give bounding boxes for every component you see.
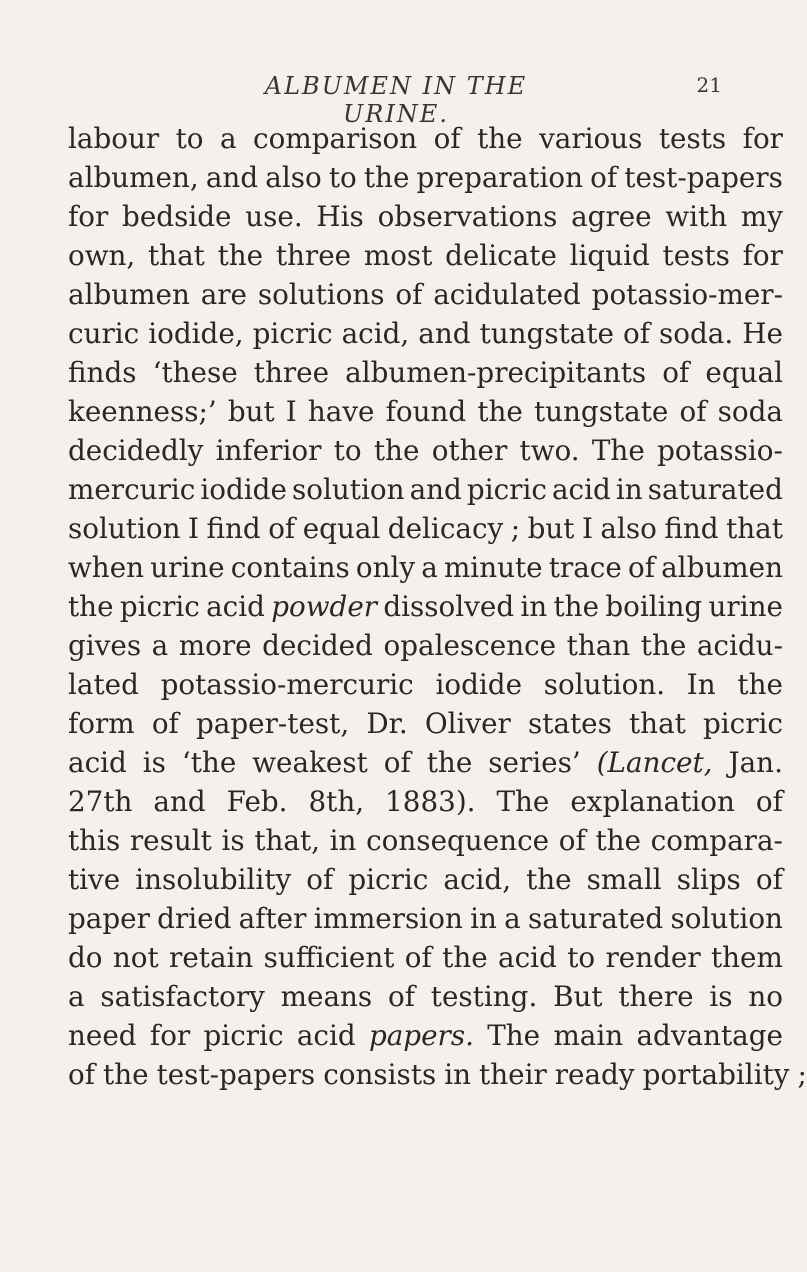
word: for: [742, 122, 783, 155]
word: 1883).: [385, 785, 476, 818]
word: most: [363, 239, 433, 272]
word: acid: [551, 473, 611, 506]
word: of: [590, 161, 618, 194]
word: have: [307, 395, 375, 428]
word: that: [629, 707, 686, 740]
word: the: [477, 395, 523, 428]
text-line: [68, 236, 783, 275]
word: soda.: [659, 317, 734, 350]
word: the: [217, 239, 264, 272]
word: potassio-: [657, 434, 783, 467]
word: solution: [670, 902, 783, 935]
word: tests: [658, 122, 727, 155]
word: there: [618, 980, 694, 1013]
word: consequence: [366, 824, 550, 857]
word: that: [726, 512, 783, 545]
word: The: [496, 785, 550, 818]
word: the: [526, 863, 572, 896]
text-line: [68, 158, 783, 197]
word: a: [151, 629, 169, 662]
word: He: [742, 317, 783, 350]
word: saturated: [647, 473, 783, 506]
word: of: [404, 941, 432, 974]
word: albumen-precipitants: [345, 356, 647, 389]
word: found: [385, 395, 467, 428]
word: series’: [488, 746, 581, 779]
word: find: [664, 512, 719, 545]
word: portability: [642, 1058, 790, 1091]
word: of: [306, 863, 334, 896]
word: dissolved: [383, 590, 515, 623]
word: the: [103, 1058, 149, 1091]
word: picric: [466, 473, 547, 506]
word: acid: [206, 590, 265, 623]
text-line: [68, 743, 783, 782]
word: but: [227, 395, 275, 428]
word: solution.: [543, 668, 666, 701]
word: trace: [548, 551, 622, 584]
word: the: [553, 590, 600, 623]
word: dried: [157, 902, 232, 935]
word: various: [539, 122, 643, 155]
text-line: [68, 938, 783, 977]
word: 8th,: [308, 785, 365, 818]
word: for: [742, 239, 783, 272]
word: comparison: [253, 122, 418, 155]
word: also: [600, 512, 657, 545]
word: urine: [708, 590, 783, 623]
word: test-papers: [624, 161, 783, 194]
text-line: [68, 197, 783, 236]
word: the: [68, 590, 114, 623]
text-line: [68, 626, 783, 665]
word: tests: [662, 239, 730, 272]
word: for: [68, 200, 109, 233]
word: than: [566, 629, 631, 662]
text-line: [68, 470, 783, 509]
word: iodide: [435, 668, 523, 701]
word: acidulated: [433, 278, 581, 311]
word: a: [421, 551, 438, 584]
text-line: [68, 548, 783, 587]
word: in: [329, 824, 357, 857]
word: satisfactory: [100, 980, 265, 1013]
word: to: [175, 122, 204, 155]
word: In: [686, 668, 716, 701]
word: curic: [68, 317, 140, 350]
body-text: [68, 119, 807, 1094]
word: boiling: [605, 590, 703, 623]
word: two.: [519, 434, 580, 467]
word: I: [187, 512, 199, 545]
word: equal: [302, 512, 381, 545]
word: to: [333, 434, 362, 467]
word: picric: [203, 1019, 284, 1052]
word: the: [426, 746, 473, 779]
word: The: [487, 1019, 541, 1052]
word: of: [433, 122, 461, 155]
text-line: [68, 665, 783, 704]
word: not: [112, 941, 159, 974]
word: of: [662, 356, 690, 389]
word: picric: [348, 863, 429, 896]
word: and: [418, 317, 471, 350]
word: paper: [68, 902, 150, 935]
word: use.: [245, 200, 303, 233]
word: ‘the: [181, 746, 237, 779]
word: after: [238, 902, 307, 935]
word: the: [363, 161, 410, 194]
word: this: [68, 824, 121, 857]
word: Jan.: [728, 746, 783, 779]
text-line: [68, 314, 783, 353]
word: of: [387, 980, 416, 1013]
word: of: [68, 1058, 96, 1091]
word: advantage: [636, 1019, 783, 1052]
page-number: 21: [696, 73, 722, 97]
word: in: [444, 1058, 472, 1091]
word: His: [316, 200, 364, 233]
word: of: [558, 824, 586, 857]
word: slips: [676, 863, 741, 896]
word: their: [479, 1058, 547, 1091]
word: in: [470, 902, 497, 935]
word: the: [640, 629, 687, 662]
word: tungstate: [479, 317, 614, 350]
italic-word: powder: [271, 590, 378, 623]
word: three: [253, 356, 330, 389]
word: the: [595, 824, 641, 857]
text-line: [68, 977, 783, 1016]
word: ready: [554, 1058, 635, 1091]
word: mercuric: [68, 473, 196, 506]
word: keenness;’: [68, 395, 217, 428]
word: states: [527, 707, 612, 740]
word: Feb.: [226, 785, 288, 818]
word: albumen,: [68, 161, 199, 194]
text-line: [68, 353, 783, 392]
word: in: [615, 473, 643, 506]
word: but: [527, 512, 575, 545]
word: a: [220, 122, 237, 155]
word: is: [221, 824, 245, 857]
word: a: [504, 902, 521, 935]
word: more: [178, 629, 252, 662]
word: delicacy: [387, 512, 504, 545]
word: test-papers: [156, 1058, 316, 1091]
word: acid,: [341, 317, 410, 350]
word: need: [68, 1019, 137, 1052]
word: agree: [571, 200, 652, 233]
text-line: [68, 392, 783, 431]
word: the: [737, 668, 783, 701]
word: liquid: [569, 239, 650, 272]
word: of: [679, 395, 707, 428]
word: is: [709, 980, 733, 1013]
word: testing.: [430, 980, 538, 1013]
word: means: [280, 980, 373, 1013]
word: retain: [169, 941, 254, 974]
word: solution: [292, 473, 405, 506]
word: weakest: [252, 746, 368, 779]
word: do: [68, 941, 103, 974]
word: picric: [119, 590, 200, 623]
word: main: [553, 1019, 624, 1052]
word: acidu-: [696, 629, 783, 662]
text-line: [68, 899, 783, 938]
word: other: [431, 434, 508, 467]
word: and: [205, 161, 259, 194]
word: result: [129, 824, 212, 857]
text-line: [68, 587, 783, 626]
word: of: [383, 746, 411, 779]
word: is: [142, 746, 166, 779]
word: solutions: [257, 278, 385, 311]
word: finds: [68, 356, 137, 389]
word: insolubility: [135, 863, 292, 896]
word: preparation: [416, 161, 583, 194]
text-line: [68, 782, 783, 821]
word: 27th: [68, 785, 133, 818]
word: a: [68, 980, 85, 1013]
word: acid,: [443, 863, 512, 896]
word: to: [328, 161, 357, 194]
word: saturated: [528, 902, 664, 935]
word: for: [149, 1019, 191, 1052]
word: solution: [68, 512, 181, 545]
word: of: [755, 863, 783, 896]
text-line: [68, 509, 783, 548]
word: picric: [252, 317, 333, 350]
word: picric: [702, 707, 783, 740]
word: of: [627, 551, 655, 584]
word: my: [740, 200, 783, 233]
text-line: [68, 431, 783, 470]
word: in: [520, 590, 548, 623]
word: potassio-mer-: [591, 278, 783, 311]
word: decided: [262, 629, 373, 662]
word: of: [755, 785, 783, 818]
word: I: [581, 512, 593, 545]
word: decidedly: [68, 434, 204, 467]
word: bedside: [122, 200, 232, 233]
word: explanation: [570, 785, 735, 818]
word: opalescence: [383, 629, 557, 662]
text-line: [68, 821, 783, 860]
word: gives: [68, 629, 142, 662]
word: of: [151, 707, 179, 740]
word: paper-test,: [195, 707, 350, 740]
word: acid: [296, 1019, 356, 1052]
word: of: [268, 512, 296, 545]
word: lated: [68, 668, 139, 701]
word: labour: [68, 122, 160, 155]
text-line: [68, 1016, 783, 1055]
word: to: [567, 941, 596, 974]
word: when: [68, 551, 145, 584]
word: equal: [705, 356, 783, 389]
word: acid: [68, 746, 127, 779]
word: of: [622, 317, 650, 350]
text-line: [68, 1055, 807, 1094]
word: albumen: [68, 278, 190, 311]
word: ‘these: [152, 356, 238, 389]
text-line: [68, 704, 783, 743]
text-line: [68, 275, 783, 314]
word: urine: [150, 551, 225, 584]
word: inferior: [215, 434, 322, 467]
word: and: [409, 473, 462, 506]
word: render: [605, 941, 701, 974]
word: The: [591, 434, 645, 467]
word: acid: [498, 941, 557, 974]
word: sufficient: [263, 941, 395, 974]
running-head: ALBUMEN IN THE URINE.: [264, 72, 528, 128]
word: find: [206, 512, 261, 545]
word: ;: [510, 512, 521, 545]
word: tive: [68, 863, 121, 896]
word: the: [477, 122, 523, 155]
word: ;: [797, 1058, 807, 1091]
word: I: [285, 395, 297, 428]
word: of: [395, 278, 423, 311]
word: also: [265, 161, 322, 194]
word: observations: [377, 200, 558, 233]
word: iodide,: [148, 317, 244, 350]
text-line: [68, 119, 783, 158]
word: and: [153, 785, 206, 818]
word: But: [553, 980, 603, 1013]
word: that: [148, 239, 205, 272]
word: Oliver: [424, 707, 511, 740]
word: consists: [323, 1058, 437, 1091]
word: soda: [717, 395, 783, 428]
word: iodide: [200, 473, 287, 506]
word: the: [373, 434, 420, 467]
italic-word: (Lancet,: [596, 746, 713, 779]
word: the: [442, 941, 488, 974]
word: immersion: [313, 902, 463, 935]
word: delicate: [445, 239, 557, 272]
word: potassio-mercuric: [160, 668, 414, 701]
word: own,: [68, 239, 136, 272]
word: three: [275, 239, 352, 272]
word: albumen: [661, 551, 783, 584]
word: tungstate: [533, 395, 669, 428]
word: are: [200, 278, 247, 311]
word: contains: [230, 551, 350, 584]
word: no: [748, 980, 783, 1013]
text-line: [68, 860, 783, 899]
italic-word: papers.: [368, 1019, 474, 1052]
word: with: [665, 200, 728, 233]
word: only: [355, 551, 416, 584]
word: form: [68, 707, 135, 740]
word: compara-: [650, 824, 783, 857]
word: Dr.: [366, 707, 408, 740]
word: small: [586, 863, 662, 896]
word: that,: [254, 824, 320, 857]
word: minute: [443, 551, 543, 584]
word: them: [710, 941, 783, 974]
